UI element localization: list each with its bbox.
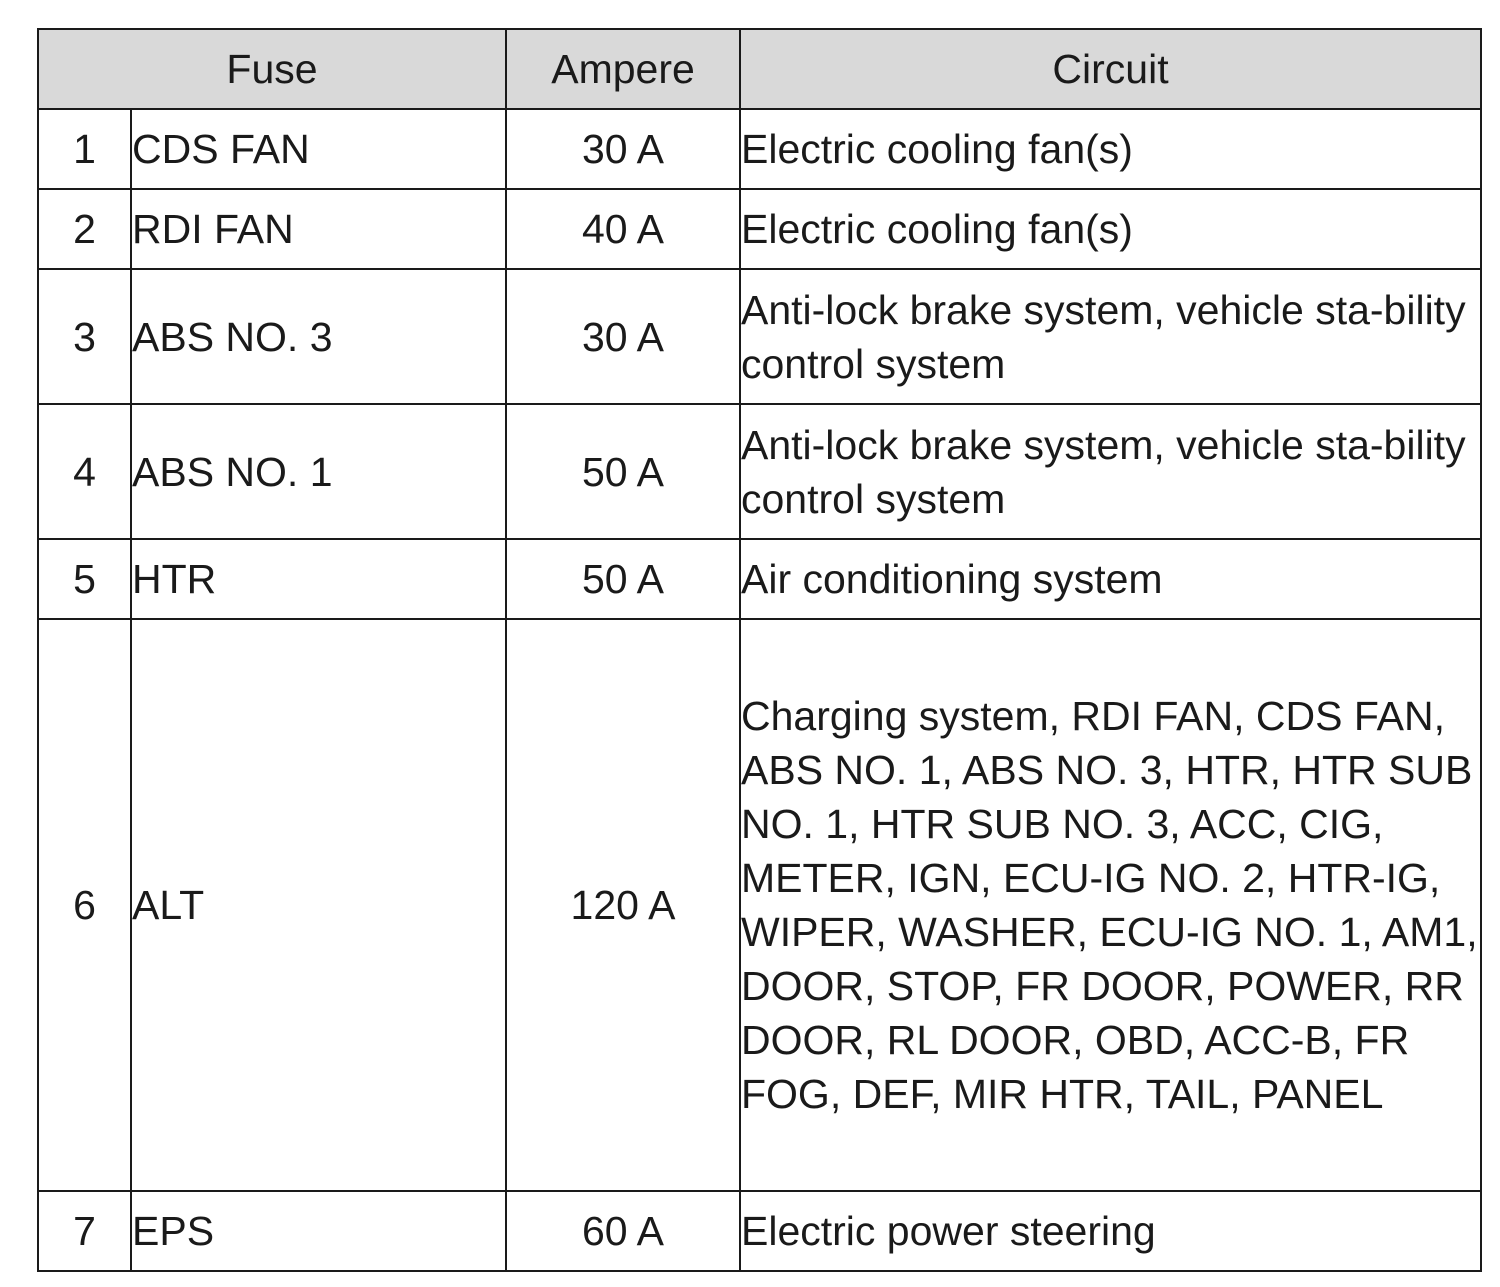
fuse-name: ABS NO. 1 <box>131 404 506 539</box>
header-ampere: Ampere <box>506 29 740 109</box>
fuse-name: ABS NO. 3 <box>131 269 506 404</box>
fuse-circuit: Electric cooling fan(s) <box>740 189 1481 269</box>
fuse-number: 3 <box>38 269 131 404</box>
fuse-circuit: Electric power steering <box>740 1191 1481 1271</box>
fuse-number: 4 <box>38 404 131 539</box>
fuse-name: HTR <box>131 539 506 619</box>
table-row <box>38 619 1481 1191</box>
fuse-ampere: 120 A <box>506 619 740 1191</box>
table-row <box>38 539 1481 619</box>
fuse-circuit: Air conditioning system <box>740 539 1481 619</box>
header-fuse: Fuse <box>38 29 506 109</box>
fuse-number: 7 <box>38 1191 131 1271</box>
fuse-ampere: 50 A <box>506 539 740 619</box>
table-row <box>38 1191 1481 1271</box>
fuse-circuit: Charging system, RDI FAN, CDS FAN, ABS NO. 1, ABS NO. 3, HTR, HTR SUB NO. 1, HTR SUB NO. 3, ACC, CIG, METER, IGN, ECU-IG NO. 2, HTR-IG, WIPER, WASHER, ECU-IG NO. 1, AM1, DOOR, STOP, FR DOOR, POWER, RR DOOR, RL DOOR, OBD, ACC-B, FR FOG, DEF, MIR HTR, TAIL, PANEL <box>740 619 1481 1191</box>
fuse-name: ALT <box>131 619 506 1191</box>
fuse-circuit: Electric cooling fan(s) <box>740 109 1481 189</box>
fuse-ampere: 50 A <box>506 404 740 539</box>
fuse-ampere: 60 A <box>506 1191 740 1271</box>
table-header-row <box>38 29 1481 109</box>
fuse-number: 5 <box>38 539 131 619</box>
fuse-name: CDS FAN <box>131 109 506 189</box>
fuse-number: 1 <box>38 109 131 189</box>
table-row <box>38 269 1481 404</box>
fuse-ampere: 30 A <box>506 109 740 189</box>
fuse-number: 6 <box>38 619 131 1191</box>
fuse-circuit: Anti-lock brake system, vehicle sta-bility control system <box>740 269 1481 404</box>
fuse-table <box>37 28 1482 1272</box>
fuse-number: 2 <box>38 189 131 269</box>
fuse-name: RDI FAN <box>131 189 506 269</box>
fuse-ampere: 30 A <box>506 269 740 404</box>
table-row <box>38 189 1481 269</box>
header-circuit: Circuit <box>740 29 1481 109</box>
fuse-name: EPS <box>131 1191 506 1271</box>
table-row <box>38 109 1481 189</box>
fuse-ampere: 40 A <box>506 189 740 269</box>
fuse-circuit: Anti-lock brake system, vehicle sta-bility control system <box>740 404 1481 539</box>
table-row <box>38 404 1481 539</box>
